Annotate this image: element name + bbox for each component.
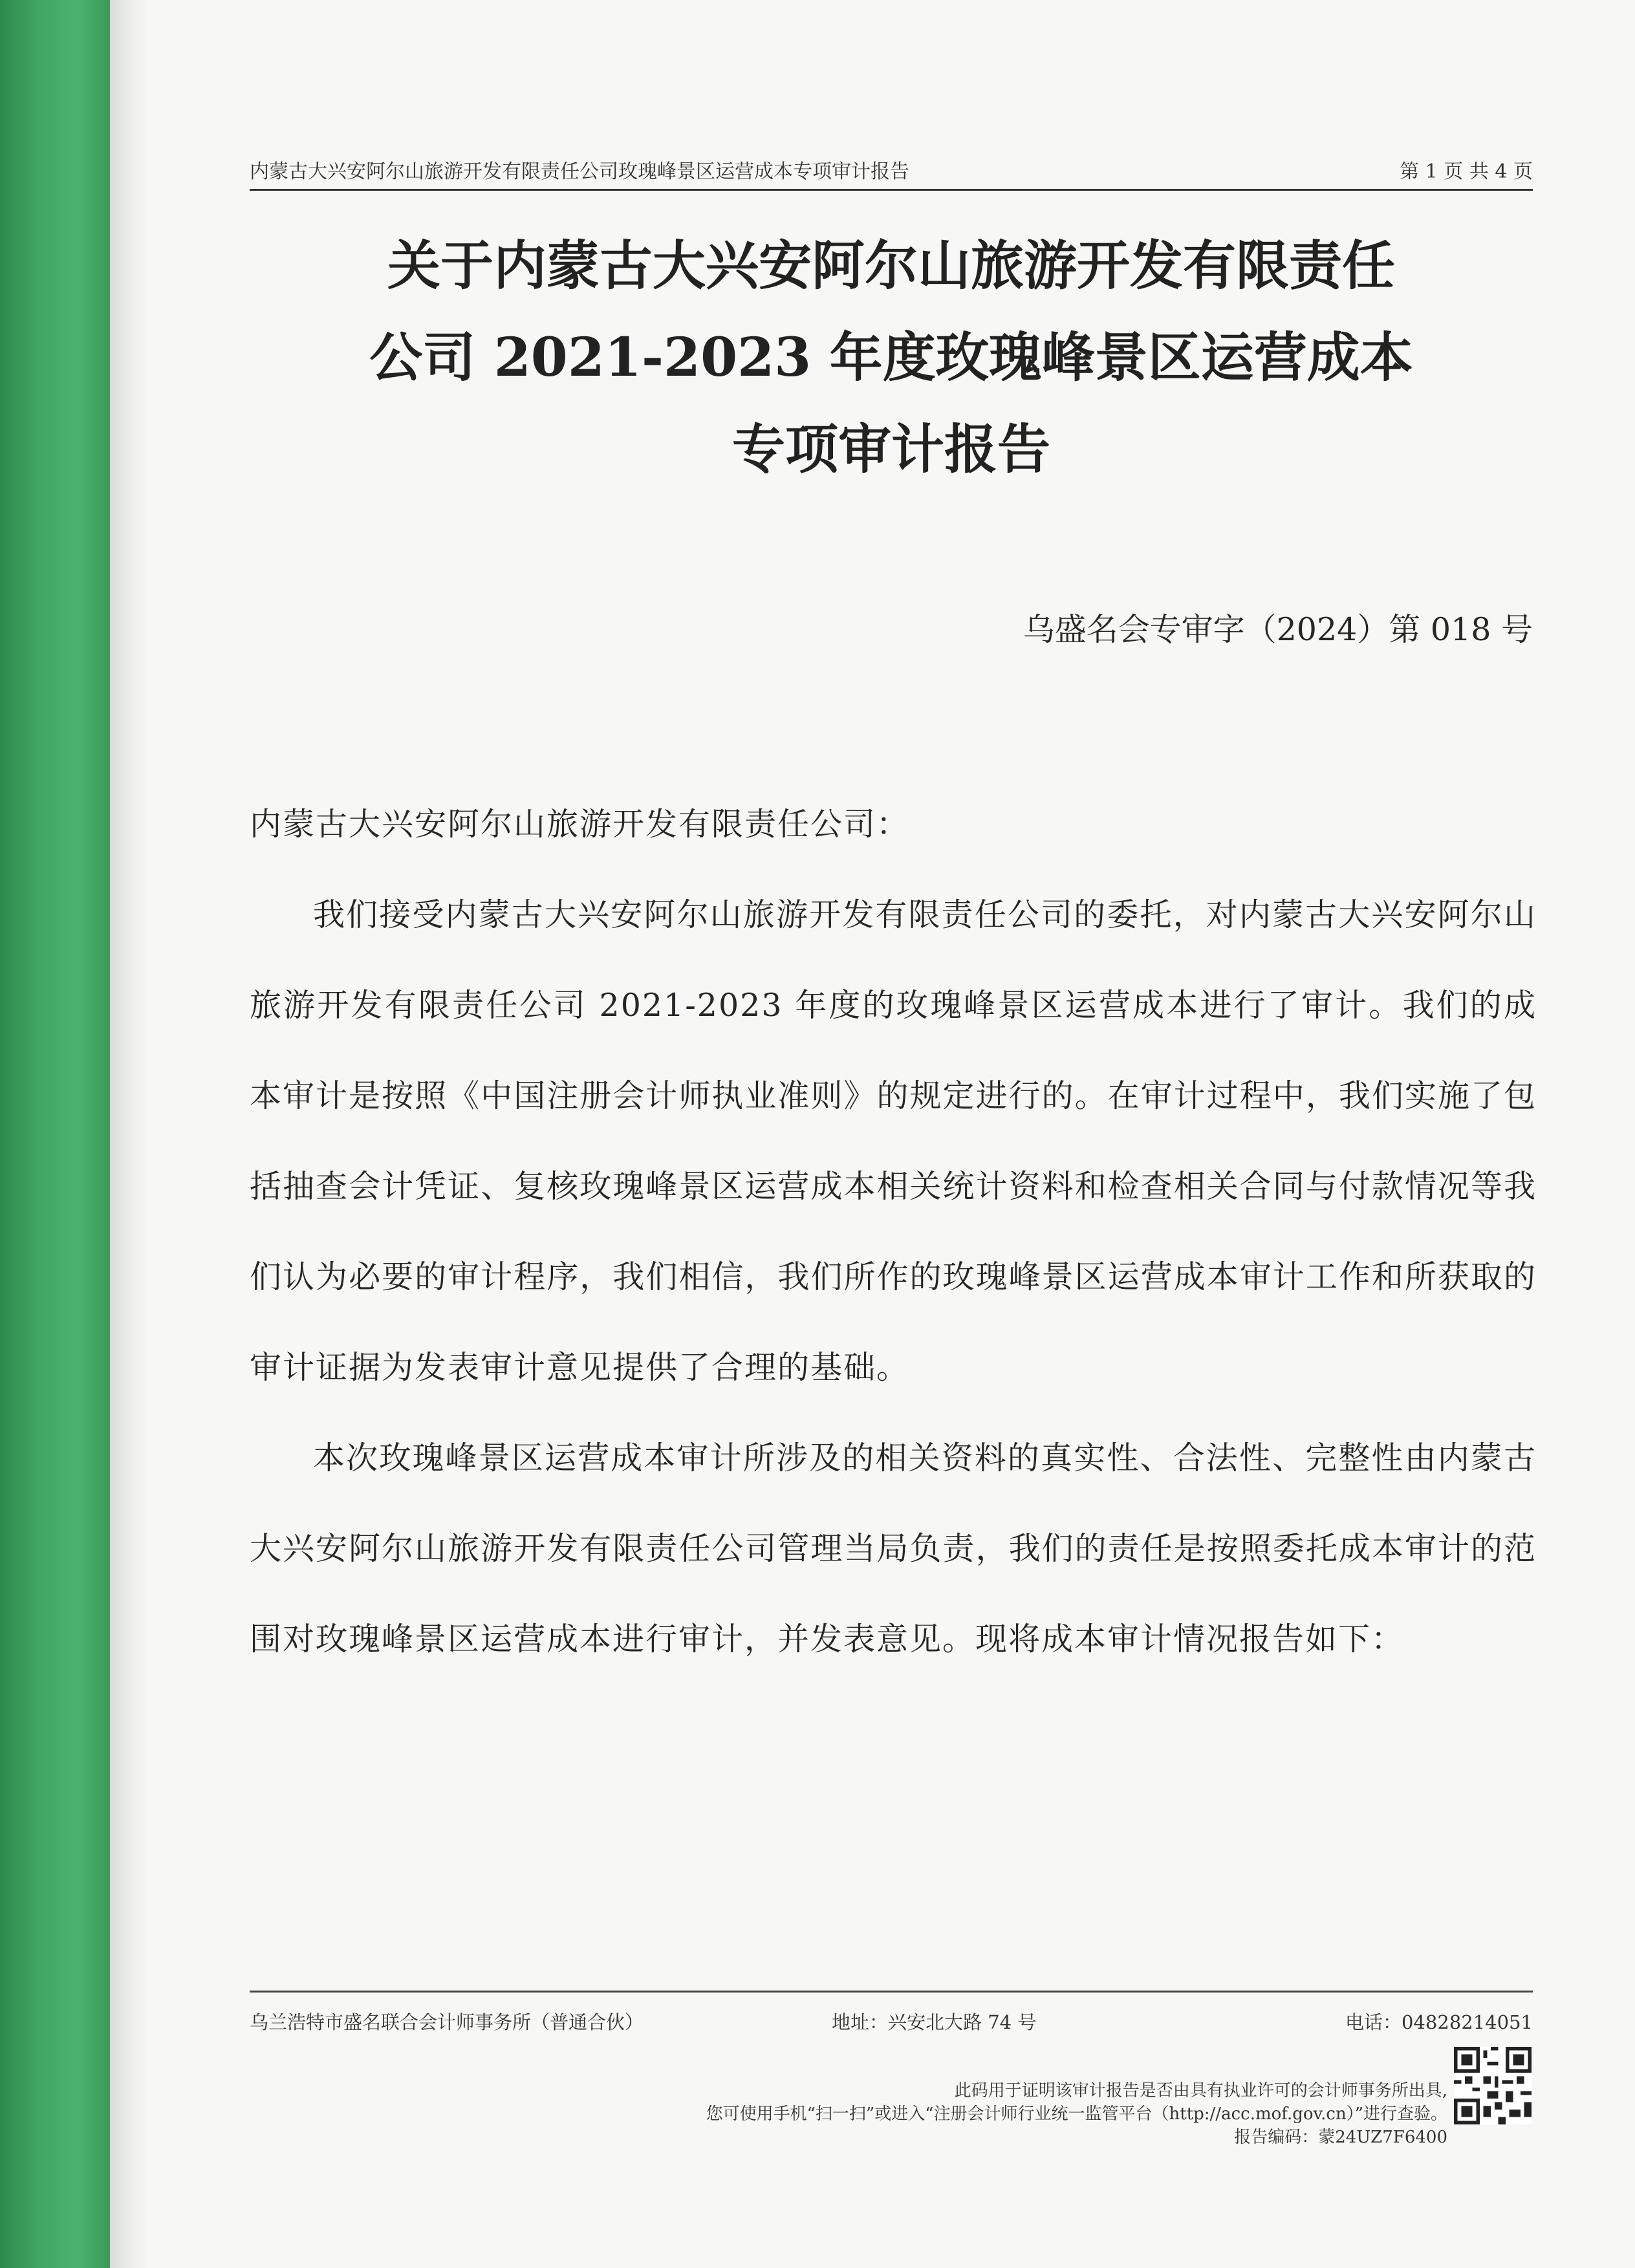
verification-line-1: 此码用于证明该审计报告是否由具有执业许可的会计师事务所出具, <box>954 2081 1447 2101</box>
verification-note <box>706 2079 1447 2149</box>
footer-address: 地址：兴安北大路 74 号 <box>832 2011 1037 2033</box>
title-line-2: 公司 2021-2023 年度玫瑰峰景区运营成本 <box>369 327 1413 389</box>
title-line-3: 专项审计报告 <box>731 418 1050 481</box>
report-body <box>250 779 1537 1685</box>
header-report-name: 内蒙古大兴安阿尔山旅游开发有限责任公司玫瑰峰景区运营成本专项审计报告 <box>250 160 909 183</box>
header-page-info: 第 1 页 共 4 页 <box>1400 160 1533 183</box>
footer-firm: 乌兰浩特市盛名联合会计师事务所（普通合伙） <box>250 2011 644 2033</box>
document-number: 乌盛名会专审字（2024）第 018 号 <box>1023 611 1533 648</box>
footer-phone: 电话：04828214051 <box>1345 2011 1533 2033</box>
footer-rule <box>250 1991 1533 1993</box>
verification-line-3: 报告编码：蒙24UZ7F6400 <box>1234 2128 1447 2147</box>
report-title <box>250 220 1533 495</box>
running-header <box>250 155 1533 184</box>
paragraph-2: 本次玫瑰峰景区运营成本审计所涉及的相关资料的真实性、合法性、完整性由内蒙古大兴安阿尔山旅游开发有限责任公司管理当局负责，我们的责任是按照委托成本审计的范围对玫瑰峰景区运营成本进行审计，并发表意见。现将成本审计情况报告如下： <box>250 1440 1537 1658</box>
binding-shadow <box>110 0 149 2268</box>
qr-code-icon <box>1454 2047 1532 2157</box>
green-binding-strip <box>0 0 110 2268</box>
report-page <box>149 0 1635 2268</box>
title-line-1: 关于内蒙古大兴安阿尔山旅游开发有限责任 <box>387 235 1395 297</box>
paragraph-1: 我们接受内蒙古大兴安阿尔山旅游开发有限责任公司的委托，对内蒙古大兴安阿尔山旅游开发有限责任公司 2021-2023 年度的玫瑰峰景区运营成本进行了审计。我们的成本审计是按照《中国注册会计师执业准则》的规定进行的。在审计过程中，我们实施了包括抽查会计凭证、复核玫瑰峰景区运营成本相关统计资料和检查相关合同与付款情况等我们认为必要的审计程序，我们相信，我们所作的玫瑰峰景区运营成本审计工作和所获取的审计证据为发表审计意见提供了合理的基础。 <box>250 896 1537 1386</box>
salutation: 内蒙古大兴安阿尔山旅游开发有限责任公司： <box>250 806 910 843</box>
verification-line-2: 您可使用手机“扫一扫”或进入“注册会计师行业统一监管平台（http://acc.mof.gov.cn）”进行查验。 <box>706 2104 1447 2124</box>
header-rule <box>250 189 1533 191</box>
